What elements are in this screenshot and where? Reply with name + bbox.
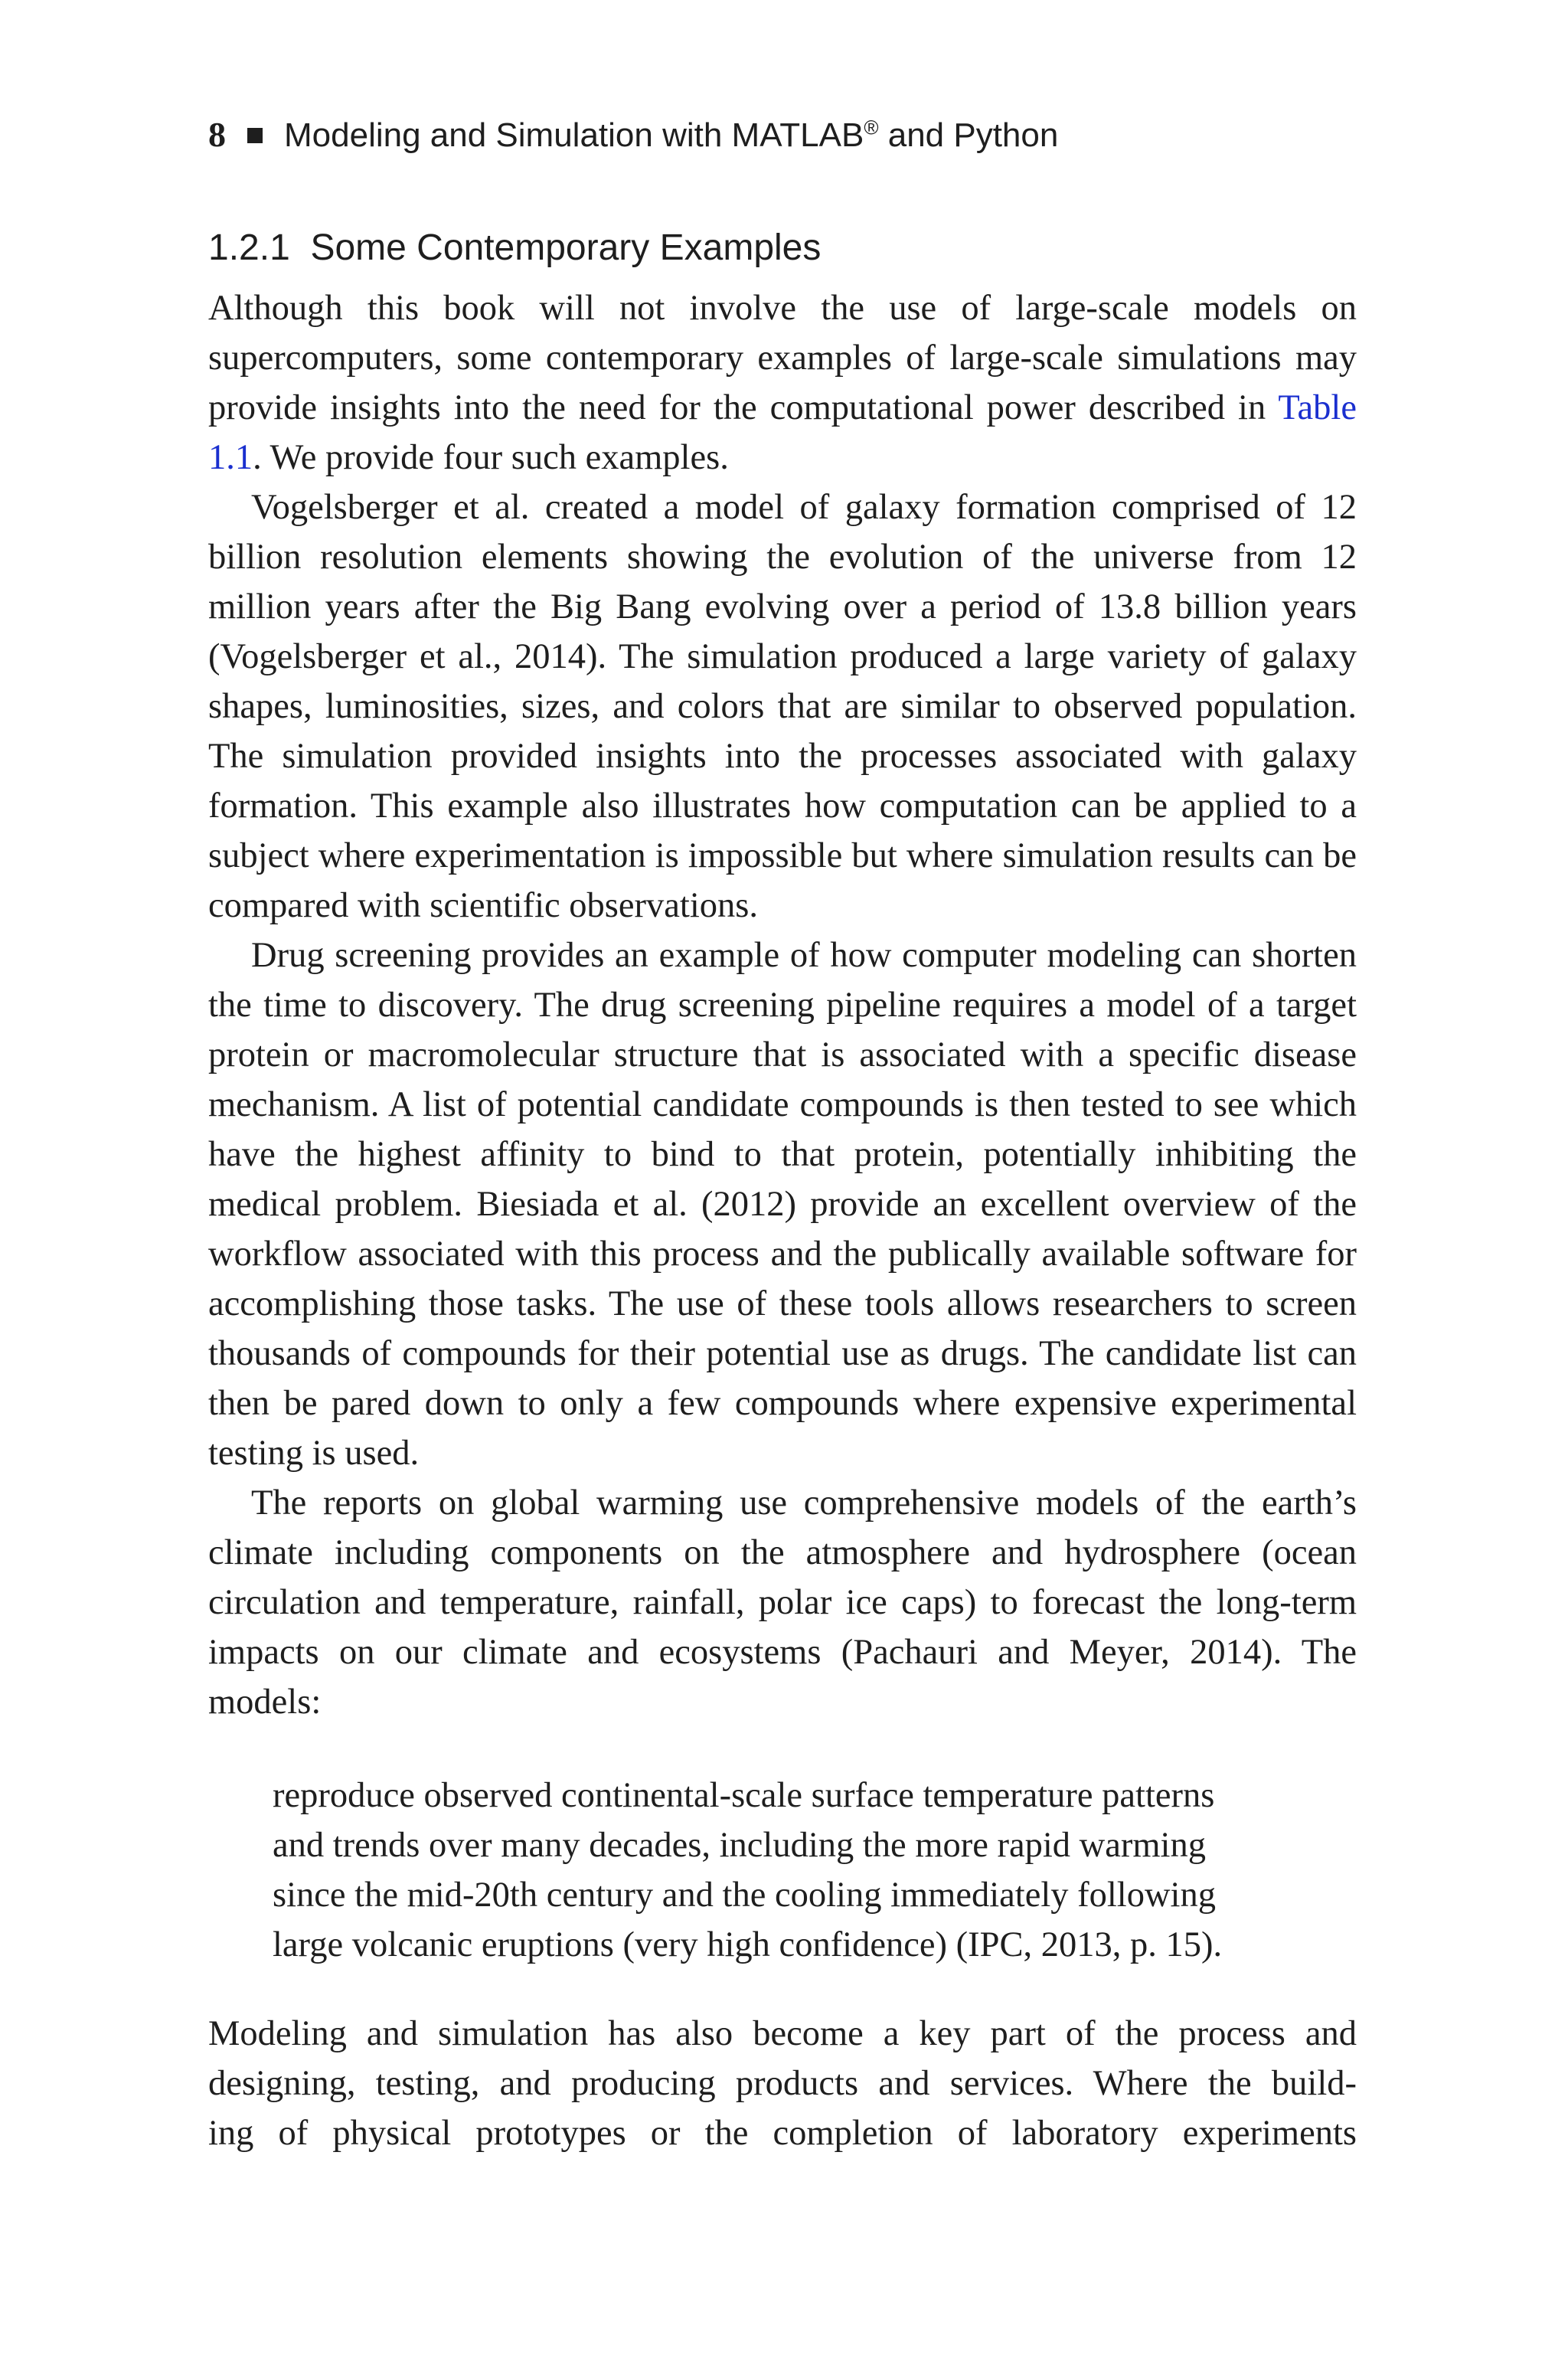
quote-line: and trends over many decades, including the more rapid warming (273, 1826, 1206, 1865)
quote-line: large volcanic eruptions (very high confidence) (IPC, 2013, p. 15). (273, 1925, 1223, 1964)
paragraph-intro-end: . We provide four such examples. (253, 438, 729, 477)
registered-mark: ® (864, 116, 879, 139)
paragraph-line: designing, testing, and producing products and services. Where the build- (208, 2064, 1357, 2103)
paragraph-products (208, 2009, 1357, 2158)
section-number: 1.2.1 (208, 227, 290, 268)
table-reference-link[interactable]: Table 1.1 (208, 388, 1357, 477)
book-title-suffix: and Python (878, 116, 1059, 154)
quote-line: since the mid-20th century and the cooling immediately following (273, 1876, 1216, 1915)
header-bullet-icon (247, 128, 263, 143)
paragraph-line: ing of physical prototypes or the completion of laboratory experiments (208, 2114, 1357, 2153)
block-quote (273, 1771, 1291, 1970)
body-text (208, 283, 1357, 2158)
book-title: Modeling and Simulation with MATLAB (284, 116, 864, 154)
quote-line: reproduce observed continental-scale surface temperature patterns (273, 1776, 1215, 1815)
paragraph-drug-screening: Drug screening provides an example of how computer modeling can shorten the time to discovery. The drug screening pipeline requires a model of a target protein or macromolecular structure that is associated with a specific disease mechanism. A list of potential candidate compounds is then tested to see which have the highest affinity to bind to that protein, potentially inhibiting the medical problem. Biesiada et al. (2012) provide an excellent overview of the workflow associated with this process and the publically available software for accomplishing those tasks. The use of these tools allows researchers to screen thousands of compounds for their potential use as drugs. The candidate list can then be pared down to only a few compounds where expensive experimental testing is used. (208, 936, 1357, 1473)
section-heading (208, 224, 821, 273)
paragraph-intro-text: Although this book will not involve the use of large-scale models on supercomputers, some contemporary examples of large-scale simulations may provide insights into the need for the computational power described in (208, 289, 1357, 427)
page-number: 8 (208, 115, 226, 154)
running-header (208, 113, 1387, 157)
paragraph-intro (208, 283, 1357, 482)
paragraph-climate: The reports on global warming use comprehensive models of the earth’s climate including components on the atmosphere and hydrosphere (ocean circulation and temperature, rainfall, polar ice caps) to forecast the long-term impacts on our climate and ecosystems (Pachauri and Meyer, 2014). The models: (208, 1483, 1357, 1722)
section-title: Some Contemporary Examples (310, 227, 822, 268)
paragraph-galaxy: Vogelsberger et al. created a model of galaxy formation comprised of 12 billion resolution elements showing the evolution of the universe from 12 million years after the Big Bang evolving over a period of 13.8 billion years (Vogelsberger et al., 2014). The simulation produced a large variety of galaxy shapes, luminosities, sizes, and colors that are similar to observed population. The simulation provided insights into the processes associated with galaxy formation. This example also illustrates how computation can be applied to a subject where experimentation is impossible but where simulation results can be compared with scientific observations. (208, 488, 1357, 925)
paragraph-line: Modeling and simulation has also become a key part of the process and (208, 2014, 1357, 2053)
